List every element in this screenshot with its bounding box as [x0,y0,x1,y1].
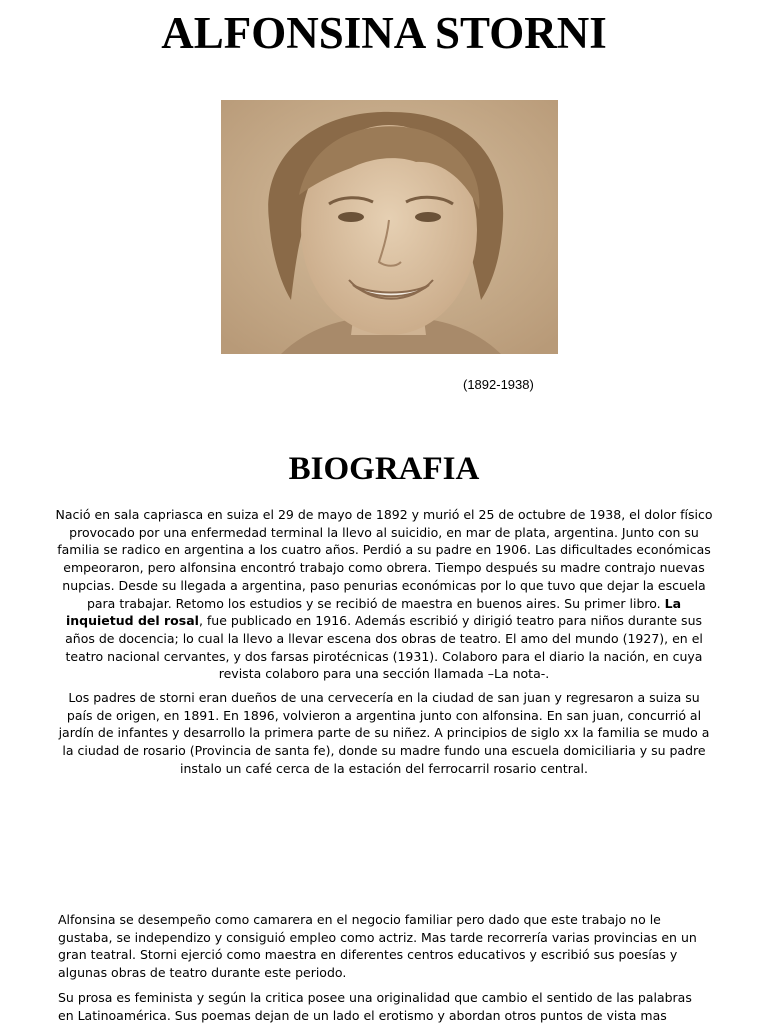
paragraph-3: Alfonsina se desempeño como camarera en el negocio familiar pero dado que este trabajo no le gustaba, se independizo y consiguió empleo como actriz. Mas tarde recorrería varias provincias en un gran teatral. Storni ejerció como maestra en diferentes centros educativos y escribió sus poesías y algunas obras de teatro durante este periodo. [58,912,697,981]
paragraph-4: Su prosa es feminista y según la critica posee una originalidad que cambio el sentido de las palabras en Latinoamérica. Sus poemas dejan de un lado el erotismo y abordan otros puntos de vista mas [58,989,692,1023]
book-title-bold: La inquietud del rosal [65,595,682,629]
portrait-photo [221,100,558,354]
page-title: ALFONSINA STORNI [161,8,607,58]
paragraph-1-text-end: , fue publicado en 1916. Además escribió y dirigió teatro para niños durante sus años de docencia; lo cual la llevo a llevar escena dos obras de teatro. El amo del mundo (1927), en el teatro nacional cervantes, y dos farsas pirotécnicas (1931). Colaboro para el diario la nación, en cuya revista colaboro para una sección llamada –La nota-. [65,613,703,682]
paragraph-2: Los padres de storni eran dueños de una cervecería en la ciudad de san juan y regresaron a suiza su país de origen, en 1891. En 1896, volvieron a argentina junto con alfonsina. En san juan, concurrió al jardín de infantes y desarrollo la primera parte de su niñez. A principios de siglo xx la familia se mudo a la ciudad de rosario (Provincia de santa fe), donde su madre fundo una escuela domiciliaria y su padre instalo un café cerca de la estación del ferrocarril rosario central. [58,690,710,776]
biography-centered-block [54,506,714,784]
portrait-caption: (1892-1938) [463,377,534,392]
section-title: BIOGRAFIA [288,451,480,487]
paragraph-1-text-start: Nació en sala capriasca en suiza el 29 de mayo de 1892 y murió el 25 de octubre de 1938, el dolor físico provocado por una enfermedad terminal la llevo al suicidio, en mar de plata, argentina. Junto con su familia se radico en argentina a los cuatro años. Perdió a su padre en 1906. Las dificultades económicas empeoraron, pero alfonsina encontró trabajo como obrera. Tiempo después su madre contrajo nuevas nupcias. Desde su llegada a argentina, paso penurias económicas por lo que tuvo que dejar la escuela para trabajar. Retomo los estudios y se recibió de maestra en buenos aires. Su primer libro. [55,507,713,611]
portrait-illustration [221,100,558,354]
paragraph-1 [54,506,714,683]
biography-left-block [58,911,708,1031]
